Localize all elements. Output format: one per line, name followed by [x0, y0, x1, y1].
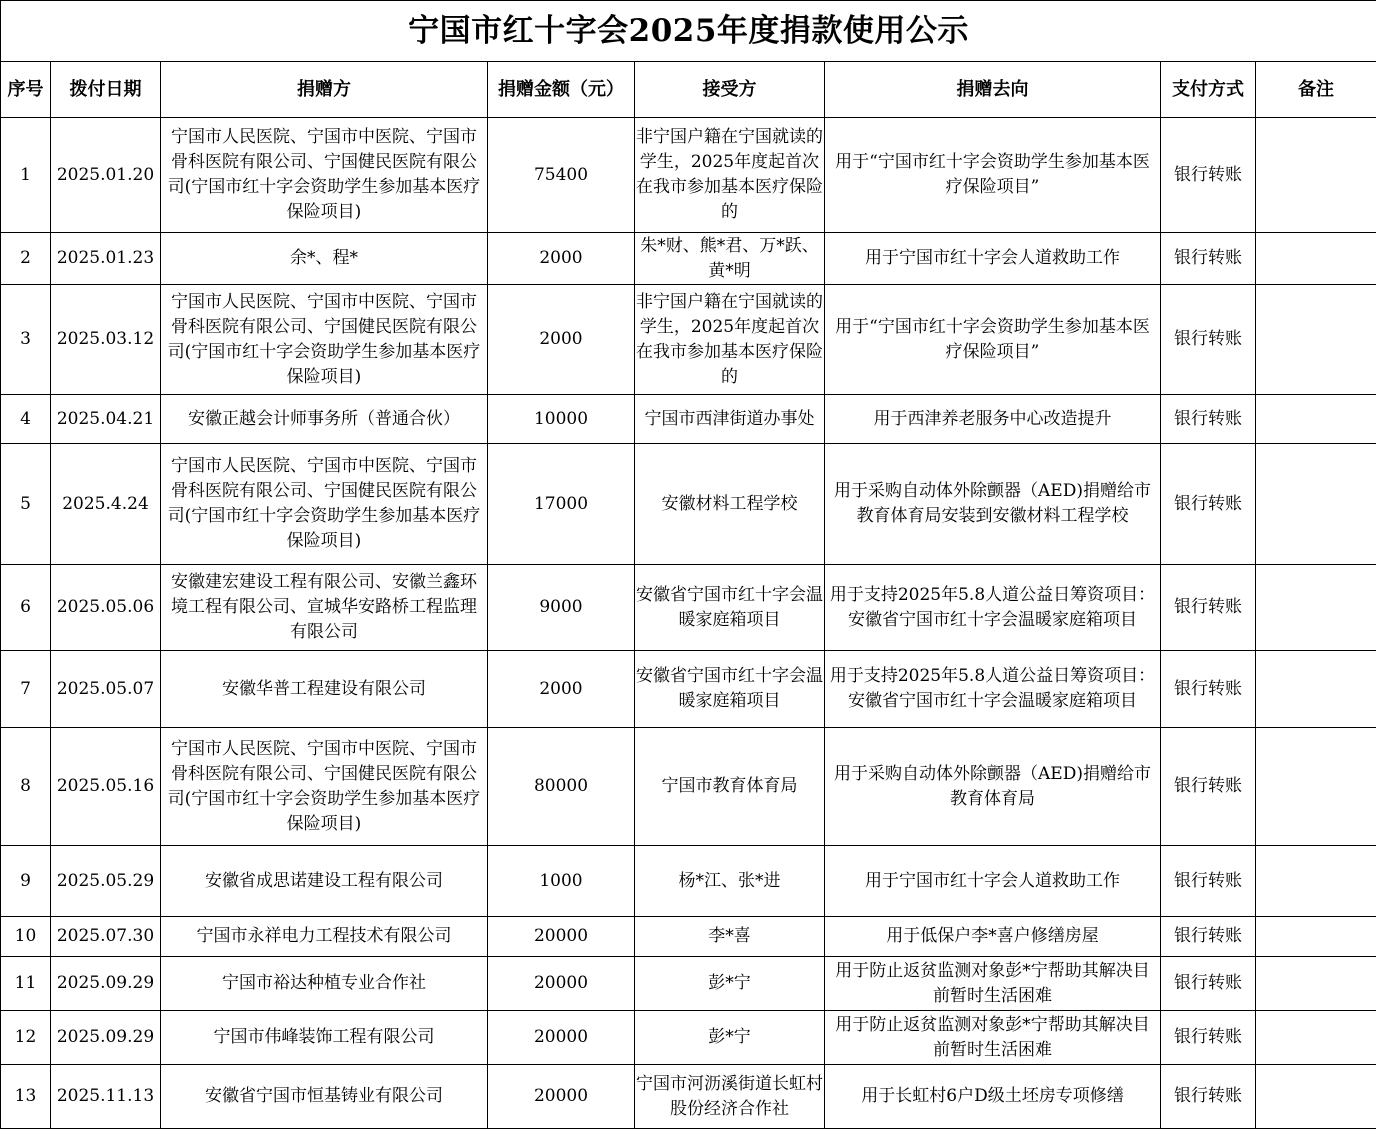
table-row — [1, 395, 1376, 444]
cell-date[interactable]: 2025.07.30 — [51, 917, 161, 957]
cell-note[interactable] — [1256, 1011, 1376, 1065]
cell-amount[interactable]: 20000 — [488, 1065, 635, 1129]
cell-purpose[interactable]: 用于支持2025年5.8人道公益日筹资项目：安徽省宁国市红十字会温暖家庭箱项目 — [825, 565, 1161, 651]
col-header-amount[interactable]: 捐赠金额（元） — [488, 62, 635, 118]
cell-payment[interactable]: 银行转账 — [1161, 444, 1256, 565]
cell-purpose[interactable]: 用于“宁国市红十字会资助学生参加基本医疗保险项目” — [825, 285, 1161, 395]
cell-no[interactable]: 12 — [1, 1011, 51, 1065]
cell-donor[interactable]: 安徽省成思诺建设工程有限公司 — [161, 846, 488, 917]
cell-purpose[interactable]: 用于西津养老服务中心改造提升 — [825, 395, 1161, 444]
cell-recipient[interactable]: 彭*宁 — [635, 957, 825, 1011]
cell-date[interactable]: 2025.01.23 — [51, 233, 161, 285]
cell-payment[interactable]: 银行转账 — [1161, 651, 1256, 728]
cell-payment[interactable]: 银行转账 — [1161, 565, 1256, 651]
cell-no[interactable]: 5 — [1, 444, 51, 565]
table-row — [1, 846, 1376, 917]
cell-note[interactable] — [1256, 1065, 1376, 1129]
cell-recipient[interactable]: 宁国市河沥溪街道长虹村股份经济合作社 — [635, 1065, 825, 1129]
cell-donor[interactable]: 安徽建宏建设工程有限公司、安徽兰鑫环境工程有限公司、宣城华安路桥工程监理有限公司 — [161, 565, 488, 651]
title-row — [1, 1, 1376, 62]
cell-recipient[interactable]: 朱*财、熊*君、万*跃、黄*明 — [635, 233, 825, 285]
col-header-date[interactable]: 拨付日期 — [51, 62, 161, 118]
cell-purpose[interactable]: 用于长虹村6户D级土坯房专项修缮 — [825, 1065, 1161, 1129]
cell-note[interactable] — [1256, 846, 1376, 917]
cell-note[interactable] — [1256, 444, 1376, 565]
cell-date[interactable]: 2025.05.06 — [51, 565, 161, 651]
cell-payment[interactable]: 银行转账 — [1161, 395, 1256, 444]
page-title: 宁国市红十字会2025年度捐款使用公示 — [1, 1, 1376, 62]
cell-date[interactable]: 2025.04.21 — [51, 395, 161, 444]
cell-donor[interactable]: 安徽正越会计师事务所（普通合伙） — [161, 395, 488, 444]
cell-purpose[interactable]: 用于“宁国市红十字会资助学生参加基本医疗保险项目” — [825, 118, 1161, 233]
table-row — [1, 1011, 1376, 1065]
cell-donor[interactable]: 安徽华普工程建设有限公司 — [161, 651, 488, 728]
cell-donor[interactable]: 安徽省宁国市恒基铸业有限公司 — [161, 1065, 488, 1129]
cell-date[interactable]: 2025.09.29 — [51, 1011, 161, 1065]
cell-amount[interactable]: 10000 — [488, 395, 635, 444]
cell-donor[interactable]: 宁国市人民医院、宁国市中医院、宁国市骨科医院有限公司、宁国健民医院有限公司(宁国市红十字会资助学生参加基本医疗保险项目) — [161, 285, 488, 395]
cell-no[interactable]: 9 — [1, 846, 51, 917]
col-header-payment[interactable]: 支付方式 — [1161, 62, 1256, 118]
table-row — [1, 233, 1376, 285]
cell-recipient[interactable]: 宁国市教育体育局 — [635, 728, 825, 846]
cell-note[interactable] — [1256, 285, 1376, 395]
cell-purpose[interactable]: 用于宁国市红十字会人道救助工作 — [825, 846, 1161, 917]
cell-payment[interactable]: 银行转账 — [1161, 1065, 1256, 1129]
cell-payment[interactable]: 银行转账 — [1161, 1011, 1256, 1065]
cell-note[interactable] — [1256, 395, 1376, 444]
header-row — [1, 62, 1376, 118]
cell-recipient[interactable]: 非宁国户籍在宁国就读的学生，2025年度起首次在我市参加基本医疗保险的 — [635, 118, 825, 233]
cell-date[interactable]: 2025.05.16 — [51, 728, 161, 846]
cell-amount[interactable]: 75400 — [488, 118, 635, 233]
table-row — [1, 728, 1376, 846]
cell-recipient[interactable]: 安徽省宁国市红十字会温暖家庭箱项目 — [635, 565, 825, 651]
cell-no[interactable]: 7 — [1, 651, 51, 728]
cell-donor[interactable]: 宁国市人民医院、宁国市中医院、宁国市骨科医院有限公司、宁国健民医院有限公司(宁国市红十字会资助学生参加基本医疗保险项目) — [161, 444, 488, 565]
cell-payment[interactable]: 银行转账 — [1161, 728, 1256, 846]
cell-note[interactable] — [1256, 233, 1376, 285]
cell-recipient[interactable]: 宁国市西津街道办事处 — [635, 395, 825, 444]
cell-amount[interactable]: 1000 — [488, 846, 635, 917]
col-header-purpose[interactable]: 捐赠去向 — [825, 62, 1161, 118]
table-row — [1, 565, 1376, 651]
cell-note[interactable] — [1256, 565, 1376, 651]
cell-purpose[interactable]: 用于防止返贫监测对象彭*宁帮助其解决目前暂时生活困难 — [825, 1011, 1161, 1065]
cell-payment[interactable]: 银行转账 — [1161, 285, 1256, 395]
cell-no[interactable]: 2 — [1, 233, 51, 285]
cell-recipient[interactable]: 彭*宁 — [635, 1011, 825, 1065]
cell-no[interactable]: 6 — [1, 565, 51, 651]
cell-purpose[interactable]: 用于采购自动体外除颤器（AED)捐赠给市教育体育局 — [825, 728, 1161, 846]
col-header-recipient[interactable]: 接受方 — [635, 62, 825, 118]
cell-purpose[interactable]: 用于防止返贫监测对象彭*宁帮助其解决目前暂时生活困难 — [825, 957, 1161, 1011]
col-header-no[interactable]: 序号 — [1, 62, 51, 118]
cell-amount[interactable]: 17000 — [488, 444, 635, 565]
table-row — [1, 651, 1376, 728]
cell-no[interactable]: 8 — [1, 728, 51, 846]
col-header-note[interactable]: 备注 — [1256, 62, 1376, 118]
cell-note[interactable] — [1256, 118, 1376, 233]
cell-payment[interactable]: 银行转账 — [1161, 118, 1256, 233]
cell-payment[interactable]: 银行转账 — [1161, 233, 1256, 285]
cell-payment[interactable]: 银行转账 — [1161, 957, 1256, 1011]
cell-donor[interactable]: 宁国市永祥电力工程技术有限公司 — [161, 917, 488, 957]
cell-recipient[interactable]: 安徽省宁国市红十字会温暖家庭箱项目 — [635, 651, 825, 728]
cell-note[interactable] — [1256, 917, 1376, 957]
cell-recipient[interactable]: 李*喜 — [635, 917, 825, 957]
cell-no[interactable]: 13 — [1, 1065, 51, 1129]
cell-amount[interactable]: 9000 — [488, 565, 635, 651]
cell-payment[interactable]: 银行转账 — [1161, 846, 1256, 917]
cell-donor[interactable]: 余*、程* — [161, 233, 488, 285]
cell-purpose[interactable]: 用于低保户李*喜户修缮房屋 — [825, 917, 1161, 957]
cell-note[interactable] — [1256, 957, 1376, 1011]
cell-no[interactable]: 10 — [1, 917, 51, 957]
cell-amount[interactable]: 20000 — [488, 957, 635, 1011]
table-row — [1, 118, 1376, 233]
table-row — [1, 444, 1376, 565]
cell-no[interactable]: 3 — [1, 285, 51, 395]
cell-date[interactable]: 2025.03.12 — [51, 285, 161, 395]
cell-purpose[interactable]: 用于宁国市红十字会人道救助工作 — [825, 233, 1161, 285]
cell-recipient[interactable]: 安徽材料工程学校 — [635, 444, 825, 565]
cell-date[interactable]: 2025.05.07 — [51, 651, 161, 728]
cell-amount[interactable]: 20000 — [488, 917, 635, 957]
cell-recipient[interactable]: 杨*江、张*进 — [635, 846, 825, 917]
cell-purpose[interactable]: 用于采购自动体外除颤器（AED)捐赠给市教育体育局安装到安徽材料工程学校 — [825, 444, 1161, 565]
cell-purpose[interactable]: 用于支持2025年5.8人道公益日筹资项目：安徽省宁国市红十字会温暖家庭箱项目 — [825, 651, 1161, 728]
cell-amount[interactable]: 2000 — [488, 285, 635, 395]
cell-donor[interactable]: 宁国市人民医院、宁国市中医院、宁国市骨科医院有限公司、宁国健民医院有限公司(宁国市红十字会资助学生参加基本医疗保险项目) — [161, 728, 488, 846]
cell-donor[interactable]: 宁国市裕达种植专业合作社 — [161, 957, 488, 1011]
cell-date[interactable]: 2025.09.29 — [51, 957, 161, 1011]
table-row — [1, 285, 1376, 395]
cell-note[interactable] — [1256, 651, 1376, 728]
cell-date[interactable]: 2025.4.24 — [51, 444, 161, 565]
col-header-donor[interactable]: 捐赠方 — [161, 62, 488, 118]
cell-amount[interactable]: 20000 — [488, 1011, 635, 1065]
cell-recipient[interactable]: 非宁国户籍在宁国就读的学生，2025年度起首次在我市参加基本医疗保险的 — [635, 285, 825, 395]
cell-donor[interactable]: 宁国市伟峰装饰工程有限公司 — [161, 1011, 488, 1065]
cell-no[interactable]: 1 — [1, 118, 51, 233]
table-row — [1, 1065, 1376, 1129]
cell-amount[interactable]: 80000 — [488, 728, 635, 846]
cell-no[interactable]: 11 — [1, 957, 51, 1011]
cell-amount[interactable]: 2000 — [488, 651, 635, 728]
cell-date[interactable]: 2025.01.20 — [51, 118, 161, 233]
cell-date[interactable]: 2025.05.29 — [51, 846, 161, 917]
cell-donor[interactable]: 宁国市人民医院、宁国市中医院、宁国市骨科医院有限公司、宁国健民医院有限公司(宁国市红十字会资助学生参加基本医疗保险项目) — [161, 118, 488, 233]
cell-amount[interactable]: 2000 — [488, 233, 635, 285]
cell-payment[interactable]: 银行转账 — [1161, 917, 1256, 957]
table-row — [1, 917, 1376, 957]
cell-note[interactable] — [1256, 728, 1376, 846]
cell-date[interactable]: 2025.11.13 — [51, 1065, 161, 1129]
table-row — [1, 957, 1376, 1011]
cell-no[interactable]: 4 — [1, 395, 51, 444]
